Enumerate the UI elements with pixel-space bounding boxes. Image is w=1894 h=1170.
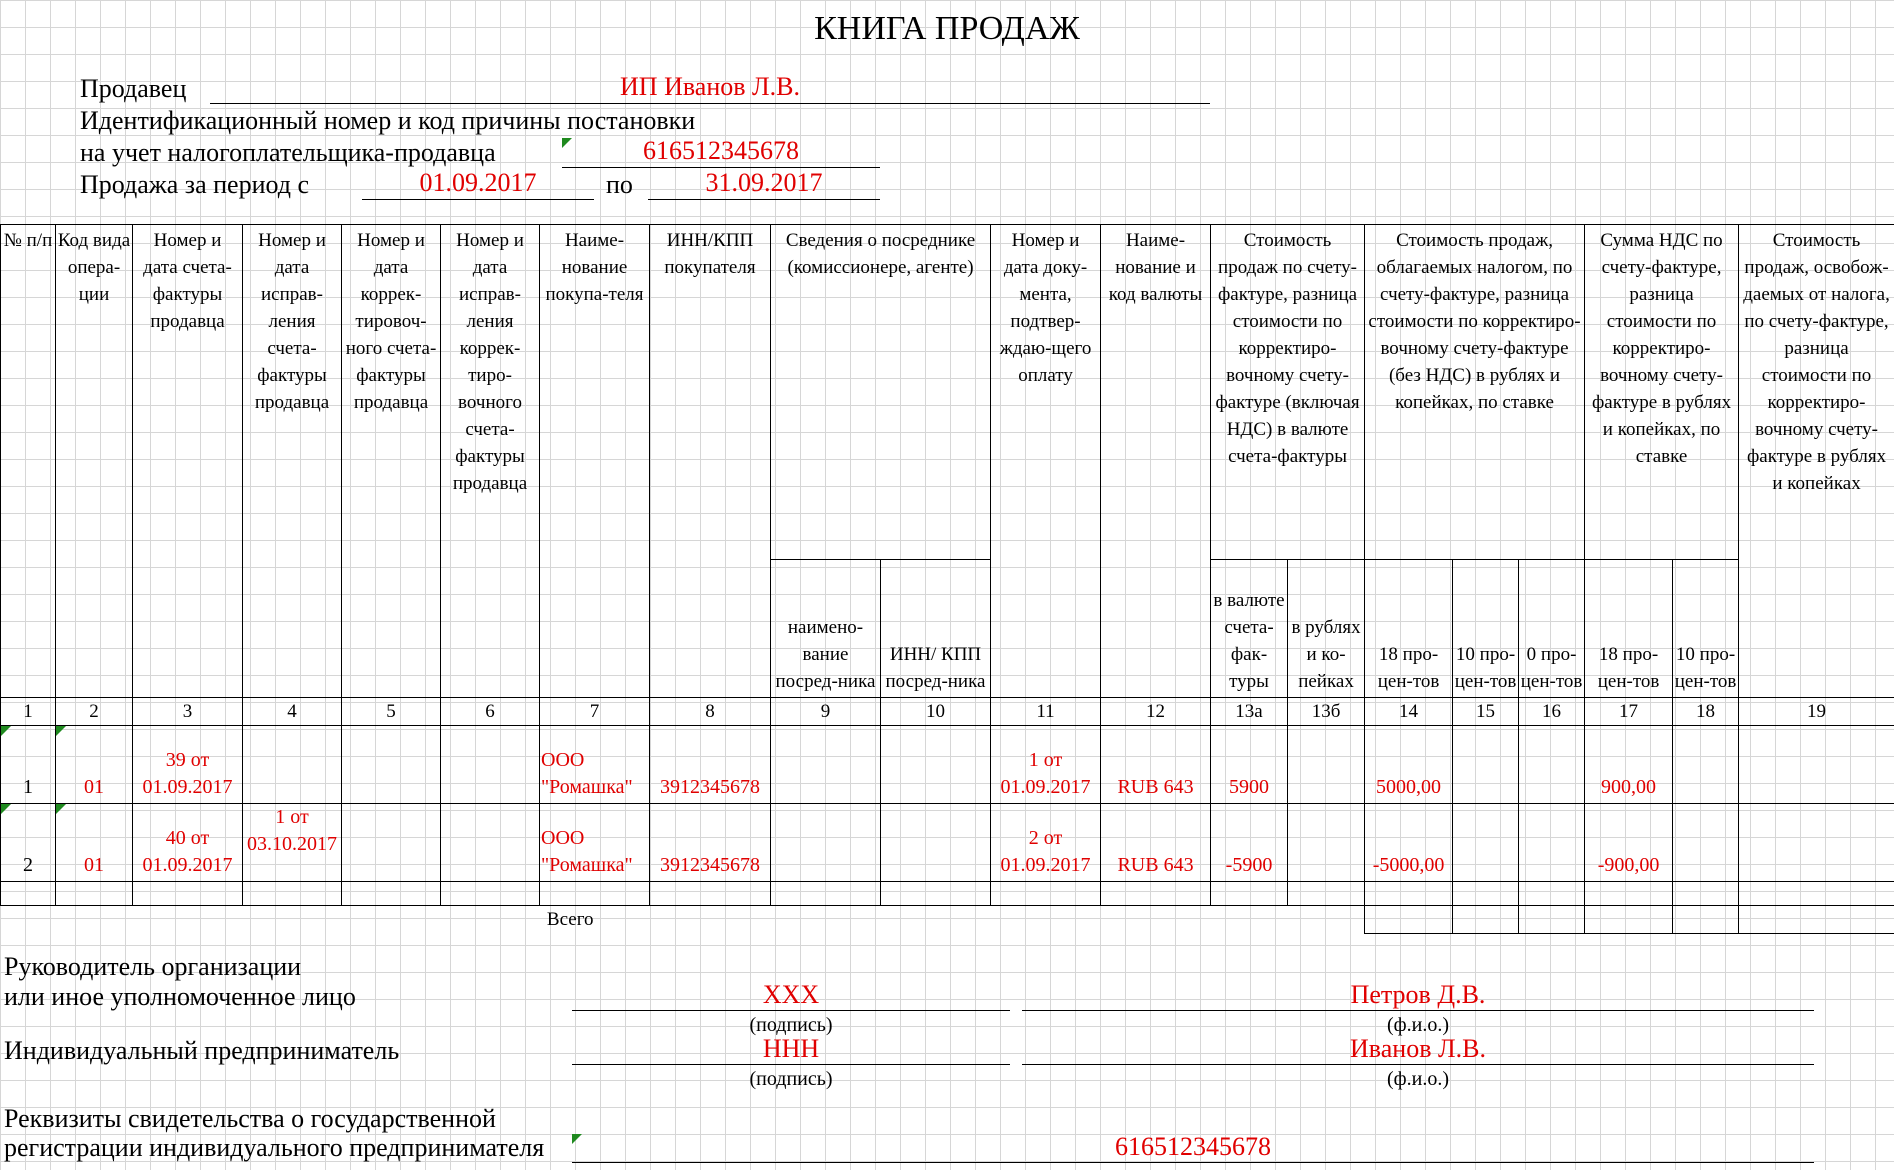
- col-header-9: наимено-вание посред-ника: [771, 560, 881, 698]
- empty-cell[interactable]: [1673, 726, 1739, 804]
- table-row: [1, 804, 1894, 882]
- empty-cell[interactable]: [771, 726, 881, 804]
- buyer-cell[interactable]: ООО "Ромашка": [540, 804, 650, 882]
- empty-cell[interactable]: [1739, 726, 1894, 804]
- empty-cell[interactable]: [1288, 804, 1365, 882]
- head-label-line1: Руководитель организации: [4, 952, 302, 981]
- seller-label: Продавец: [80, 74, 187, 103]
- column-numbers-row: [1, 698, 1894, 726]
- period-label: Продажа за период с: [80, 170, 309, 199]
- empty-cell[interactable]: [1453, 726, 1519, 804]
- col-header-17-18: Сумма НДС по счету-фактуре, разница стоимости по корректиро-вочному счету-фактуре в рублях и копейках, по ставке: [1585, 225, 1739, 560]
- total-row: [1, 906, 1894, 934]
- col-number: 9: [771, 698, 881, 726]
- col-header-2: Код вида опера-ции: [56, 225, 133, 698]
- total-vat-10[interactable]: [1673, 906, 1739, 934]
- payment-doc-cell[interactable]: 2 от 01.09.2017: [991, 804, 1101, 882]
- signature-caption: (подпись): [749, 1014, 833, 1036]
- col-header-13b: в рублях и ко-пейках: [1288, 560, 1365, 698]
- col-number: 12: [1101, 698, 1211, 726]
- col-header-16: 0 про-цен-тов: [1519, 560, 1585, 698]
- col-number: 16: [1519, 698, 1585, 726]
- empty-cell[interactable]: [1739, 804, 1894, 882]
- col-header-9-10: Сведения о посреднике (комиссионере, агенте): [771, 225, 991, 560]
- cell-comment-marker: [56, 804, 66, 814]
- col-number: 15: [1453, 698, 1519, 726]
- period-to-label: по: [606, 170, 633, 199]
- col-number: 1: [1, 698, 56, 726]
- col-number: 19: [1739, 698, 1894, 726]
- empty-cell[interactable]: [1288, 726, 1365, 804]
- empty-cell[interactable]: [1519, 726, 1585, 804]
- total-label: Всего: [546, 909, 594, 930]
- operation-code[interactable]: 01: [84, 776, 104, 798]
- invoice-cell[interactable]: 40 от 01.09.2017: [133, 804, 243, 882]
- col-number: 8: [650, 698, 771, 726]
- total-base-10[interactable]: [1453, 906, 1519, 934]
- col-header-15: 10 про-цен-тов: [1453, 560, 1519, 698]
- col-number: 11: [991, 698, 1101, 726]
- empty-cell[interactable]: [881, 804, 991, 882]
- col-header-6: Номер и дата исправ-ления коррек-тиро-вочного счета-фактуры продавца: [441, 225, 540, 698]
- inn-label-line1: Идентификационный номер и код причины постановки: [80, 106, 696, 135]
- correction-cell[interactable]: [243, 726, 342, 804]
- col-number: 7: [540, 698, 650, 726]
- reg-label-line2: регистрации индивидуального предпринимателя: [4, 1133, 545, 1162]
- reg-label-line1: Реквизиты свидетельства о государственной: [4, 1104, 496, 1133]
- col-number: 3: [133, 698, 243, 726]
- period-to-field[interactable]: 31.09.2017: [648, 168, 880, 200]
- col-header-1: № п/п: [1, 225, 56, 698]
- col-header-18: 10 про-цен-тов: [1673, 560, 1739, 698]
- payment-doc-cell[interactable]: 1 от 01.09.2017: [991, 726, 1101, 804]
- reg-number-field[interactable]: 616512345678: [572, 1132, 1814, 1163]
- head-signature-field[interactable]: XXX: [572, 980, 1010, 1011]
- col-number: 18: [1673, 698, 1739, 726]
- col-header-17: 18 про-цен-тов: [1585, 560, 1673, 698]
- col-header-7: Наиме-нование покупа-теля: [540, 225, 650, 698]
- col-number: 4: [243, 698, 342, 726]
- total-currency-cell[interactable]: 5900: [1211, 726, 1288, 804]
- page-title: КНИГА ПРОДАЖ: [814, 10, 1080, 47]
- head-name-field[interactable]: Петров Д.В.: [1022, 980, 1814, 1011]
- col-header-14: 18 про-цен-тов: [1365, 560, 1453, 698]
- empty-cell[interactable]: [342, 726, 441, 804]
- col-number: 10: [881, 698, 991, 726]
- head-label-line2: или иное уполномоченное лицо: [4, 982, 356, 1011]
- currency-cell[interactable]: RUB 643: [1101, 726, 1211, 804]
- col-header-12: Наиме-нование и код валюты: [1101, 225, 1211, 698]
- empty-cell[interactable]: [342, 804, 441, 882]
- col-header-5: Номер и дата коррек-тировоч-ного счета-фактуры продавца: [342, 225, 441, 698]
- col-header-14-16: Стоимость продаж, облагаемых налогом, по счету-фактуре, разница стоимости по корректиро-вочному счету-фактуре (без НДС) в рублях и копейках, по ставке: [1365, 225, 1585, 560]
- col-header-4: Номер и дата исправ-ления счета-фактуры продавца: [243, 225, 342, 698]
- empty-cell[interactable]: [881, 726, 991, 804]
- empty-cell[interactable]: [441, 804, 540, 882]
- invoice-cell[interactable]: 39 от 01.09.2017: [133, 726, 243, 804]
- base-18-cell[interactable]: 5000,00: [1365, 726, 1453, 804]
- col-header-8: ИНН/КПП покупателя: [650, 225, 771, 698]
- row-number[interactable]: 1: [23, 776, 33, 798]
- col-number: 5: [342, 698, 441, 726]
- table-row: [1, 726, 1894, 804]
- empty-cell[interactable]: [441, 726, 540, 804]
- ip-signature-field[interactable]: ННН: [572, 1034, 1010, 1065]
- col-number: 6: [441, 698, 540, 726]
- empty-cell[interactable]: [771, 804, 881, 882]
- table-row: [1, 882, 1894, 906]
- vat-18-cell[interactable]: 900,00: [1585, 726, 1673, 804]
- empty-cell[interactable]: [1453, 804, 1519, 882]
- cell-comment-marker: [1, 804, 11, 814]
- col-number: 13б: [1288, 698, 1365, 726]
- seller-field[interactable]: ИП Иванов Л.В.: [210, 72, 1210, 104]
- empty-cell[interactable]: [1673, 804, 1739, 882]
- col-number: 2: [56, 698, 133, 726]
- period-from-field[interactable]: 01.09.2017: [362, 168, 594, 200]
- name-caption: (ф.и.о.): [1387, 1014, 1449, 1036]
- col-number: 14: [1365, 698, 1453, 726]
- col-header-3: Номер и дата счета-фактуры продавца: [133, 225, 243, 698]
- operation-code[interactable]: 01: [84, 854, 104, 876]
- ip-name-field[interactable]: Иванов Л.В.: [1022, 1034, 1814, 1065]
- inn-label-line2: на учет налогоплательщика-продавца: [80, 138, 496, 167]
- buyer-cell[interactable]: ООО "Ромашка": [540, 726, 650, 804]
- inn-field[interactable]: 616512345678: [562, 136, 880, 168]
- vat-18-cell[interactable]: -900,00: [1585, 804, 1673, 882]
- total-base-0[interactable]: [1519, 906, 1585, 934]
- col-number: 17: [1585, 698, 1673, 726]
- total-exempt[interactable]: [1739, 906, 1894, 934]
- total-currency-cell[interactable]: -5900: [1211, 804, 1288, 882]
- col-header-13: Стоимость продаж по счету-фактуре, разница стоимости по корректиро-вочному счету-фактуре (включая НДС) в валюте счета-фактуры: [1211, 225, 1365, 560]
- name-caption: (ф.и.о.): [1387, 1068, 1449, 1090]
- col-header-19: Стоимость продаж, освобож-даемых от налога, по счету-фактуре, разница стоимости по корректиро-вочному счету-фактуре в рублях и копейках: [1739, 225, 1894, 698]
- col-header-13a: в валюте счета-фак-туры: [1211, 560, 1288, 698]
- col-header-10: ИНН/ КПП посред-ника: [881, 560, 991, 698]
- cell-comment-marker: [1, 726, 11, 736]
- cell-comment-marker: [56, 726, 66, 736]
- sales-book-table: [0, 224, 1894, 934]
- correction-cell[interactable]: 1 от 03.10.2017: [243, 804, 342, 882]
- signature-caption: (подпись): [749, 1068, 833, 1090]
- col-header-11: Номер и дата доку-мента, подтвер-ждаю-щего оплату: [991, 225, 1101, 698]
- base-18-cell[interactable]: -5000,00: [1365, 804, 1453, 882]
- ip-label: Индивидуальный предприниматель: [4, 1036, 400, 1065]
- total-base-18[interactable]: [1365, 906, 1453, 934]
- col-number: 13а: [1211, 698, 1288, 726]
- row-number[interactable]: 2: [23, 854, 33, 876]
- currency-cell[interactable]: RUB 643: [1101, 804, 1211, 882]
- inn-cell[interactable]: 3912345678: [650, 804, 771, 882]
- total-vat-18[interactable]: [1585, 906, 1673, 934]
- inn-cell[interactable]: 3912345678: [650, 726, 771, 804]
- empty-cell[interactable]: [1519, 804, 1585, 882]
